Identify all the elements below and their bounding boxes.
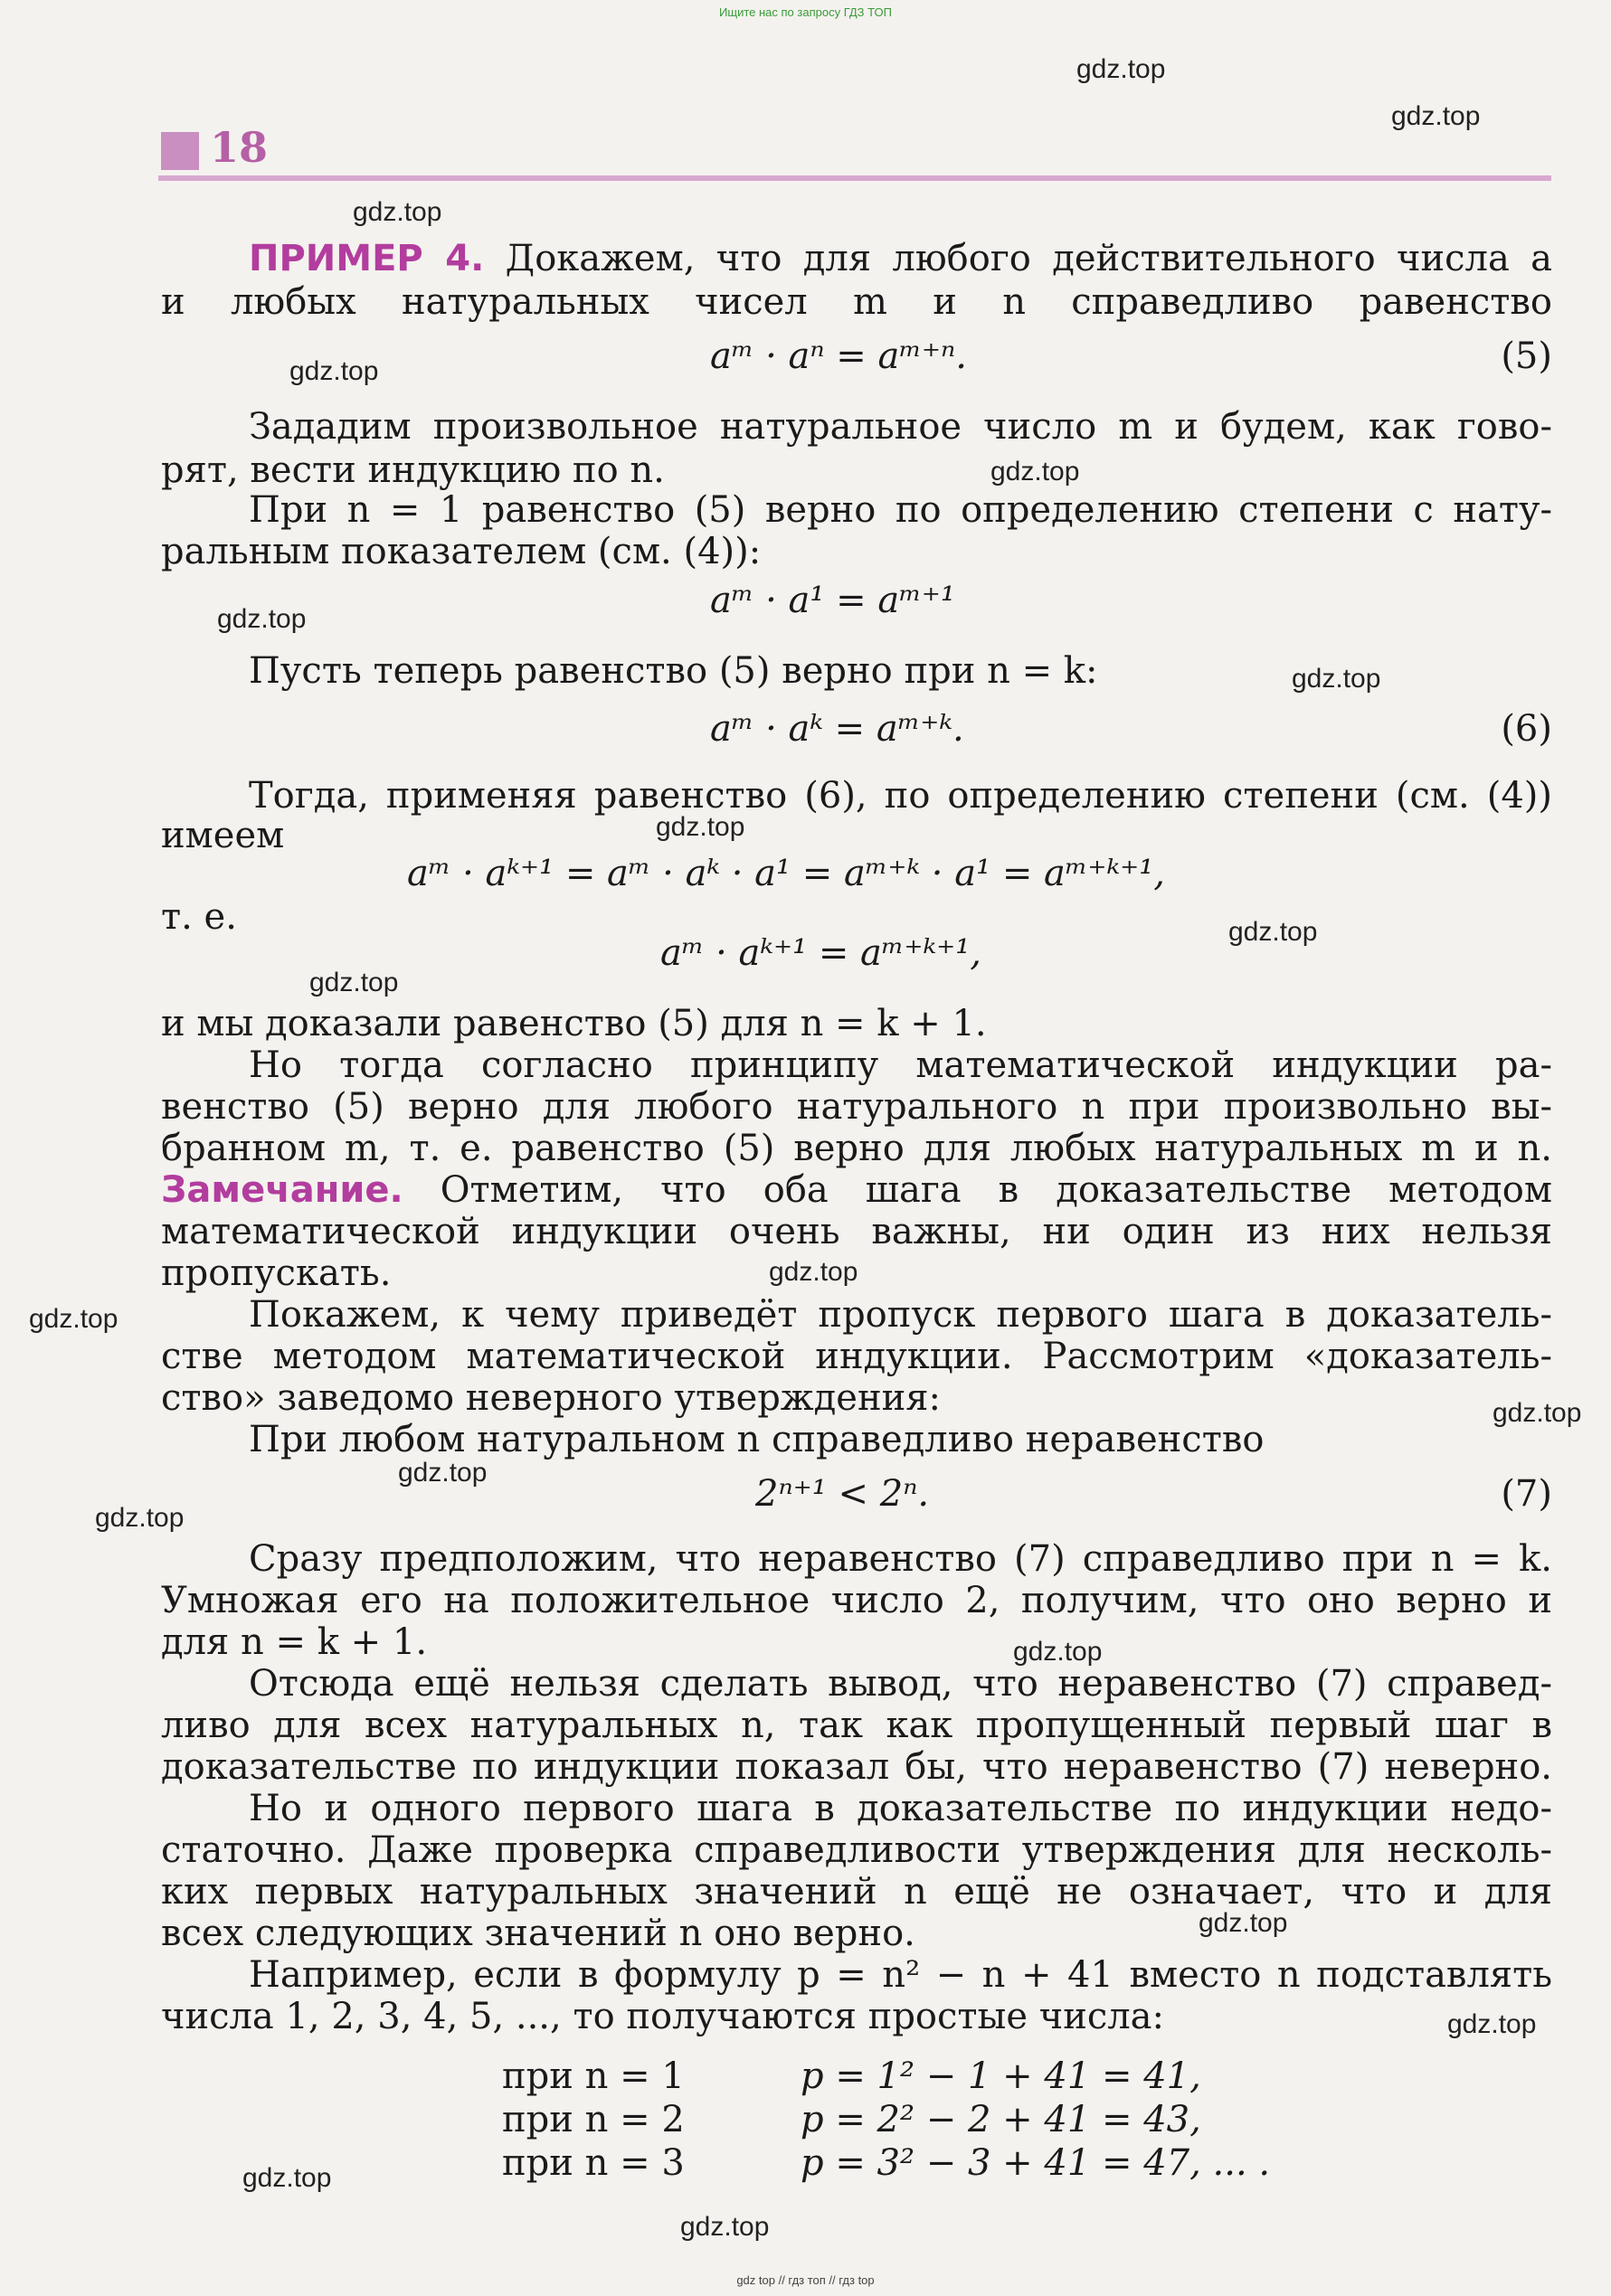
text-line: статочно. Даже проверка справедливости утверждения для несколь- (161, 1829, 1552, 1871)
text-line: пропускать. (161, 1252, 392, 1294)
text-line: доказательстве по индукции показал бы, что неравенство (7) неверно. (161, 1746, 1552, 1788)
text-line: Тогда, применяя равенство (6), по определению степени (см. (4)) (249, 775, 1552, 817)
equation-number: (7) (1501, 1473, 1552, 1515)
formula-6: aᵐ · aᵏ = aᵐ⁺ᵏ. (710, 708, 964, 750)
watermark: gdz.top (1076, 54, 1166, 84)
watermark: gdz.top (289, 356, 379, 386)
text-line: При любом натуральном n справедливо неравенство (249, 1419, 1265, 1460)
footer-note: gdz top // гдз топ // гдз top (736, 2273, 875, 2287)
watermark: gdz.top (1292, 664, 1381, 694)
watermark: gdz.top (242, 2163, 332, 2193)
formula-chain: aᵐ · aᵏ⁺¹ = aᵐ · aᵏ · a¹ = aᵐ⁺ᵏ · a¹ = aᵐ⁺ᵏ⁺¹, (407, 853, 1165, 894)
formula-result: aᵐ · aᵏ⁺¹ = aᵐ⁺ᵏ⁺¹, (660, 932, 981, 974)
text-line: Но и одного первого шага в доказательстве по индукции недо- (249, 1788, 1552, 1829)
watermark: gdz.top (656, 812, 745, 842)
text-line: ство» заведомо неверного утверждения: (161, 1377, 942, 1419)
text-line: бранном m, т. е. равенство (5) верно для любых натуральных m и n. (161, 1128, 1552, 1169)
case-formula: p = 2² − 2 + 41 = 43, (801, 2099, 1201, 2140)
text-line (249, 237, 1552, 280)
text-line: рят, вести индукцию по n. (161, 449, 665, 491)
equation-number: (6) (1501, 708, 1552, 750)
text-line: ливо для всех натуральных n, так как пропущенный первый шаг в (161, 1705, 1552, 1746)
text-line: Отсюда ещё нельзя сделать вывод, что неравенство (7) справед- (249, 1663, 1552, 1705)
case-condition: при n = 3 (502, 2142, 685, 2184)
top-search-note: Ищите нас по запросу ГДЗ ТОП (719, 5, 892, 19)
text-line: стве методом математической индукции. Рассмотрим «доказатель- (161, 1336, 1552, 1377)
text-line: Пусть теперь равенство (5) верно при n = k: (249, 650, 1098, 692)
text-line: венство (5) верно для любого натурального n при произвольно вы- (161, 1086, 1552, 1128)
example-heading: ПРИМЕР 4. (249, 238, 485, 279)
watermark: gdz.top (95, 1503, 185, 1533)
watermark: gdz.top (680, 2212, 770, 2242)
text-line: и мы доказали равенство (5) для n = k + 1. (161, 1003, 987, 1044)
equation-number: (5) (1501, 335, 1552, 377)
text-line: всех следующих значений n оно верно. (161, 1913, 915, 1954)
watermark: gdz.top (217, 604, 307, 634)
formula-7: 2ⁿ⁺¹ < 2ⁿ. (755, 1473, 930, 1515)
text-line: математической индукции очень важны, ни один из них нельзя (161, 1211, 1552, 1252)
example-case-1 (502, 2055, 1201, 2098)
formula-5: aᵐ · aⁿ = aᵐ⁺ⁿ. (710, 335, 967, 377)
watermark: gdz.top (1391, 101, 1481, 131)
watermark: gdz.top (1013, 1637, 1103, 1667)
text-span: Отметим, что оба шага в доказательстве методом (403, 1169, 1552, 1211)
example-case-2 (502, 2098, 1201, 2141)
text-line (161, 1168, 1552, 1212)
watermark: gdz.top (353, 197, 442, 227)
header-rule (158, 175, 1551, 181)
case-formula: p = 3² − 3 + 41 = 47, ... . (801, 2142, 1271, 2184)
example-case-3 (502, 2141, 1271, 2185)
case-condition: при n = 1 (502, 2055, 685, 2097)
text-line: для n = k + 1. (161, 1621, 428, 1663)
text-line: Например, если в формулу p = n² − n + 41 вместо n подставлять (249, 1954, 1552, 1996)
watermark: gdz.top (1447, 2009, 1537, 2039)
remark-heading: Замечание. (161, 1169, 403, 1211)
watermark: gdz.top (1199, 1908, 1288, 1938)
text-line: числа 1, 2, 3, 4, 5, ..., то получаются простые числа: (161, 1996, 1165, 2037)
text-line: Умножая его на положительное число 2, получим, что оно верно и (161, 1580, 1552, 1621)
text-line: и любых натуральных чисел m и n справедливо равенство (161, 281, 1552, 323)
text-line: ких первых натуральных значений n ещё не означает, что и для (161, 1871, 1552, 1913)
text-line: ральным показателем (см. (4)): (161, 531, 762, 572)
text-line: Сразу предположим, что неравенство (7) справедливо при n = k. (249, 1538, 1552, 1580)
page-number: 18 (210, 123, 269, 172)
watermark: gdz.top (769, 1257, 858, 1287)
watermark: gdz.top (1493, 1398, 1582, 1428)
text-line: При n = 1 равенство (5) верно по определению степени с нату- (249, 489, 1552, 531)
text-span: Докажем, что для любого действительного числа a (484, 238, 1552, 279)
watermark: gdz.top (990, 457, 1080, 487)
formula-n1: aᵐ · a¹ = aᵐ⁺¹ (710, 580, 955, 621)
case-condition: при n = 2 (502, 2099, 685, 2140)
text-line: имеем (161, 815, 285, 856)
text-line: Зададим произвольное натуральное число m и будем, как гово- (249, 406, 1552, 448)
page-marker-square (161, 132, 199, 170)
case-formula: p = 1² − 1 + 41 = 41, (801, 2055, 1201, 2097)
text-line: т. е. (161, 896, 237, 938)
watermark: gdz.top (309, 968, 399, 997)
text-line: Но тогда согласно принципу математической индукции ра- (249, 1044, 1552, 1086)
watermark: gdz.top (29, 1304, 118, 1334)
text-line: Покажем, к чему приведёт пропуск первого шага в доказатель- (249, 1294, 1552, 1336)
watermark: gdz.top (1228, 917, 1318, 947)
watermark: gdz.top (398, 1458, 488, 1488)
